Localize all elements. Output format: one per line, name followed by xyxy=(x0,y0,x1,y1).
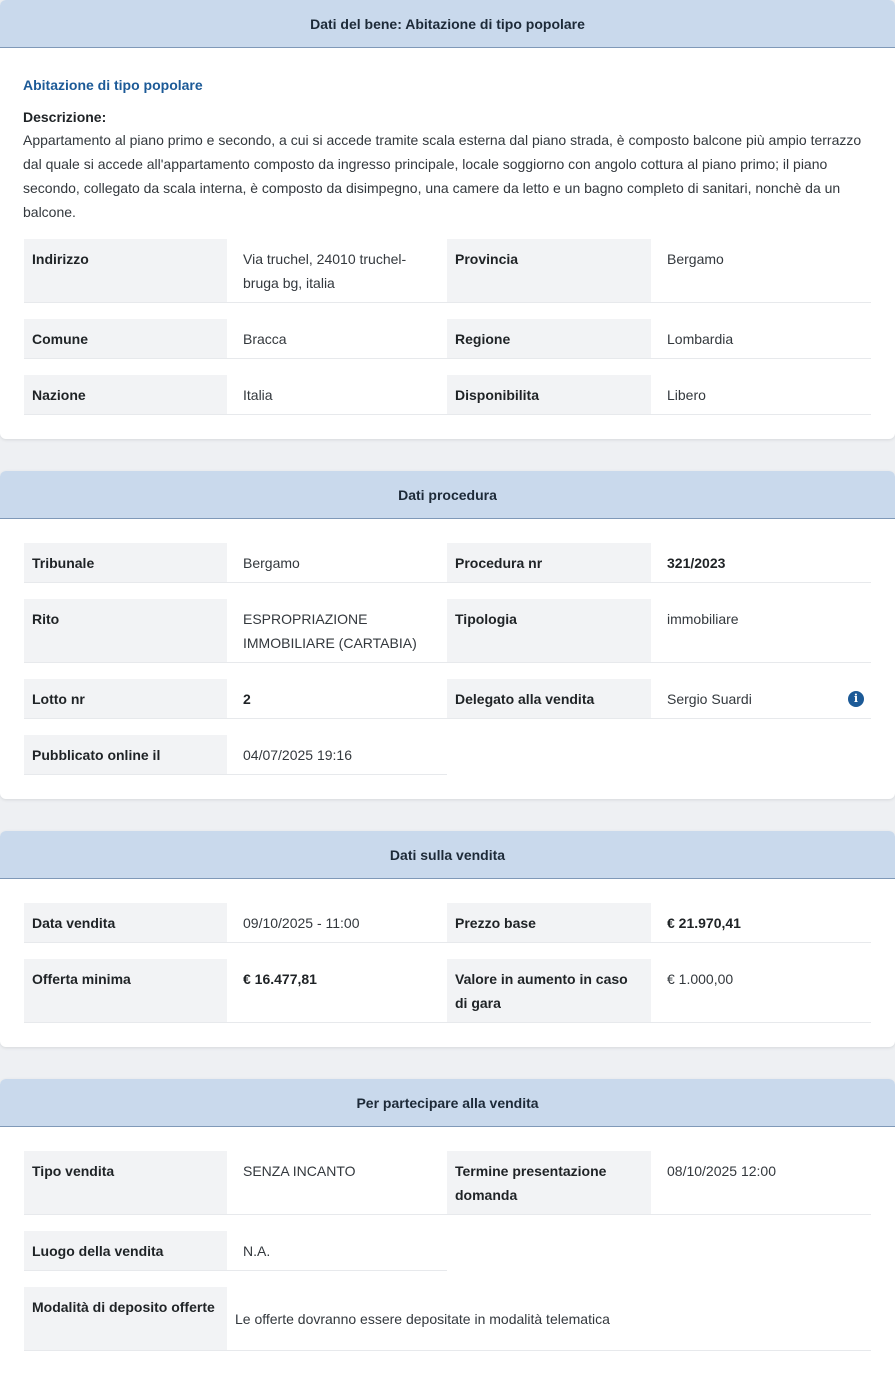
label-tipo-vendita: Tipo vendita xyxy=(24,1151,227,1215)
label-tipologia: Tipologia xyxy=(447,599,651,663)
label-luogo-vendita: Luogo della vendita xyxy=(24,1231,227,1271)
label-procedura-nr: Procedura nr xyxy=(447,543,651,583)
value-prezzo-base: € 21.970,41 xyxy=(651,903,871,943)
value-indirizzo: Via truchel, 24010 truchel-bruga bg, italia xyxy=(227,239,447,303)
value-nazione: Italia xyxy=(227,375,447,415)
value-tribunale: Bergamo xyxy=(227,543,447,583)
card-header-vendita: Dati sulla vendita xyxy=(0,831,895,879)
value-valore-aumento: € 1.000,00 xyxy=(651,959,871,1023)
value-lotto-nr: 2 xyxy=(227,679,447,719)
label-data-vendita: Data vendita xyxy=(24,903,227,943)
label-nazione: Nazione xyxy=(24,375,227,415)
label-valore-aumento: Valore in aumento in caso di gara xyxy=(447,959,651,1023)
card-partecipare xyxy=(0,1079,895,1376)
label-provincia: Provincia xyxy=(447,239,651,303)
card-header-partecipare: Per partecipare alla vendita xyxy=(0,1079,895,1127)
value-modalita-deposito: Le offerte dovranno essere depositate in modalità telematica xyxy=(227,1287,871,1351)
label-comune: Comune xyxy=(24,319,227,359)
value-data-vendita: 09/10/2025 - 11:00 xyxy=(227,903,447,943)
value-luogo-vendita: N.A. xyxy=(227,1231,447,1271)
label-regione: Regione xyxy=(447,319,651,359)
property-subtitle: Abitazione di tipo popolare xyxy=(23,77,203,93)
card-header-bene: Dati del bene: Abitazione di tipo popolare xyxy=(0,0,895,48)
label-termine-presentazione: Termine presentazione domanda xyxy=(447,1151,651,1215)
card-header-procedura: Dati procedura xyxy=(0,471,895,519)
value-delegato: Sergio Suardi xyxy=(651,679,871,719)
label-pubblicato: Pubblicato online il xyxy=(24,735,227,775)
value-termine-presentazione: 08/10/2025 12:00 xyxy=(651,1151,871,1215)
value-tipo-vendita: SENZA INCANTO xyxy=(227,1151,447,1215)
label-tribunale: Tribunale xyxy=(24,543,227,583)
label-modalita-deposito: Modalità di deposito offerte xyxy=(24,1287,227,1351)
value-rito: ESPROPRIAZIONE IMMOBILIARE (CARTABIA) xyxy=(227,599,447,663)
label-rito: Rito xyxy=(24,599,227,663)
label-prezzo-base: Prezzo base xyxy=(447,903,651,943)
value-provincia: Bergamo xyxy=(651,239,871,303)
label-disponibilita: Disponibilita xyxy=(447,375,651,415)
value-regione: Lombardia xyxy=(651,319,871,359)
card-dati-bene xyxy=(0,0,895,439)
value-pubblicato: 04/07/2025 19:16 xyxy=(227,735,447,775)
label-indirizzo: Indirizzo xyxy=(24,239,227,303)
card-dati-vendita xyxy=(0,831,895,1047)
label-offerta-minima: Offerta minima xyxy=(24,959,227,1023)
value-comune: Bracca xyxy=(227,319,447,359)
description-label: Descrizione: xyxy=(23,109,107,125)
card-dati-procedura xyxy=(0,471,895,799)
label-delegato: Delegato alla vendita xyxy=(447,679,651,719)
value-offerta-minima: € 16.477,81 xyxy=(227,959,447,1023)
description-text: Appartamento al piano primo e secondo, a cui si accede tramite scala esterna dal piano strada, è composto balcone più ampio terrazzo dal quale si accede all'appartamento composto da ingresso principale, locale soggiorno con angolo cottura al piano primo; il piano secondo, collegato da scala interna, è composto da disimpegno, una camere da letto e un bagno completo di sanitari, nonchè da un balcone. xyxy=(23,132,862,220)
label-lotto-nr: Lotto nr xyxy=(24,679,227,719)
info-icon[interactable]: i xyxy=(848,691,864,707)
value-procedura-nr: 321/2023 xyxy=(651,543,871,583)
value-tipologia: immobiliare xyxy=(651,599,871,663)
value-disponibilita: Libero xyxy=(651,375,871,415)
